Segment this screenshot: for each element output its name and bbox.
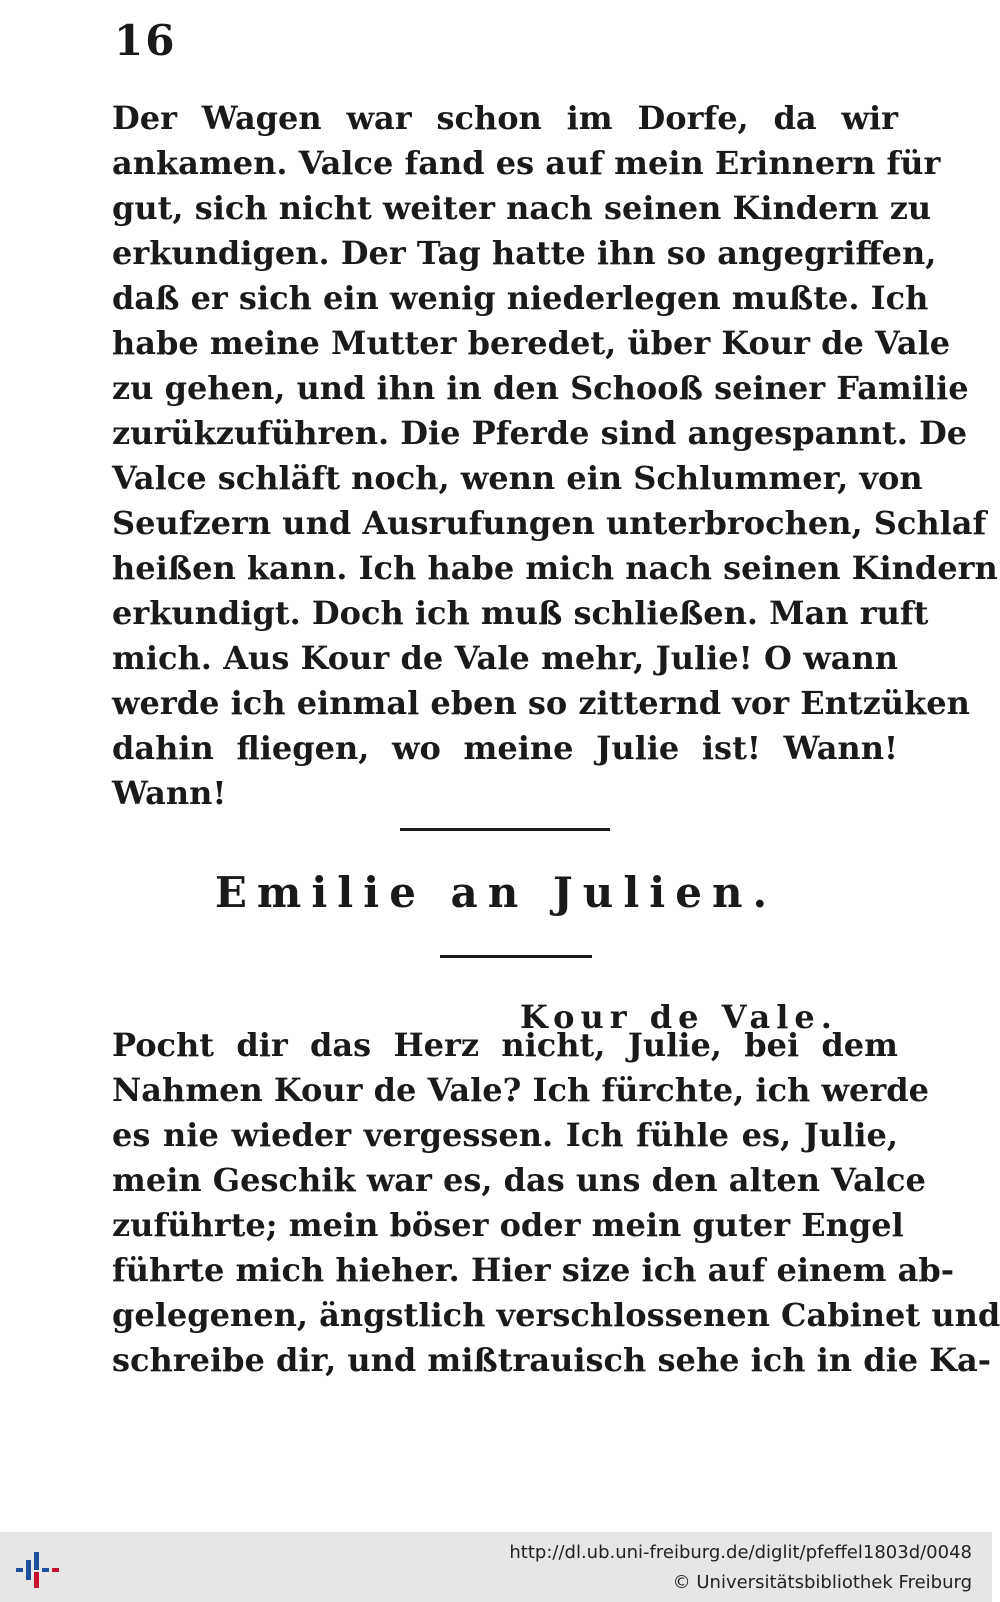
permalink-url[interactable]: http://dl.ub.uni-freiburg.de/diglit/pfeffel1803d/0048 [509, 1542, 972, 1563]
text-line: gelegenen, ängstlich verschlossenen Cabinet und [112, 1296, 1000, 1334]
text-line: mein Geschik war es, das uns den alten Valce [112, 1161, 926, 1199]
text-line: Seufzern und Ausrufungen unterbrochen, Schlaf [112, 504, 987, 542]
text-line: daß er sich ein wenig niederlegen mußte. Ich [112, 279, 929, 317]
text-line: Pocht dir das Herz nicht, Julie, bei dem [112, 1026, 898, 1064]
text-line: gut, sich nicht weiter nach seinen Kindern zu [112, 189, 932, 227]
divider-rule-bottom [440, 955, 592, 958]
text-line: zu gehen, und ihn in den Schooß seiner Familie [112, 369, 969, 407]
text-line: es nie wieder vergessen. Ich fühle es, Julie, [112, 1116, 898, 1154]
text-line: werde ich einmal eben so zitternd vor Entzüken [112, 684, 970, 722]
text-line: Wann! [112, 774, 227, 812]
ub-freiburg-logo-icon[interactable] [12, 1550, 64, 1590]
text-line: erkundigt. Doch ich muß schließen. Man ruft [112, 594, 929, 632]
text-line: heißen kann. Ich habe mich nach seinen Kindern [112, 549, 998, 587]
divider-rule-top [400, 828, 610, 831]
text-line: dahin fliegen, wo meine Julie ist! Wann! [112, 729, 898, 767]
viewer-footer [0, 1532, 992, 1602]
page-number: 16 [114, 16, 177, 65]
text-line: schreibe dir, und mißtrauisch sehe ich in die Ka- [112, 1341, 992, 1379]
text-line: Der Wagen war schon im Dorfe, da wir [112, 99, 898, 137]
text-line: führte mich hieher. Hier size ich auf einem ab- [112, 1251, 955, 1289]
text-line: mich. Aus Kour de Vale mehr, Julie! O wann [112, 639, 898, 677]
text-line: ankamen. Valce fand es auf mein Erinnern für [112, 144, 941, 182]
copyright-notice: © Universitätsbibliothek Freiburg [672, 1572, 972, 1593]
letter-place: Kour de Vale. [520, 998, 838, 1036]
letter-paragraph-1 [112, 96, 998, 816]
text-line: Nahmen Kour de Vale? Ich fürchte, ich werde [112, 1071, 929, 1109]
text-line: zuführte; mein böser oder mein guter Engel [112, 1206, 904, 1244]
text-line: erkundigen. Der Tag hatte ihn so angegriffen, [112, 234, 937, 272]
text-line: Valce schläft noch, wenn ein Schlummer, von [112, 459, 923, 497]
text-line: habe meine Mutter beredet, über Kour de Vale [112, 324, 951, 362]
letter-paragraph-2 [112, 1023, 1000, 1383]
letter-heading: Emilie an Julien. [214, 868, 778, 917]
text-line: zurükzuführen. Die Pferde sind angespannt. De [112, 414, 968, 452]
